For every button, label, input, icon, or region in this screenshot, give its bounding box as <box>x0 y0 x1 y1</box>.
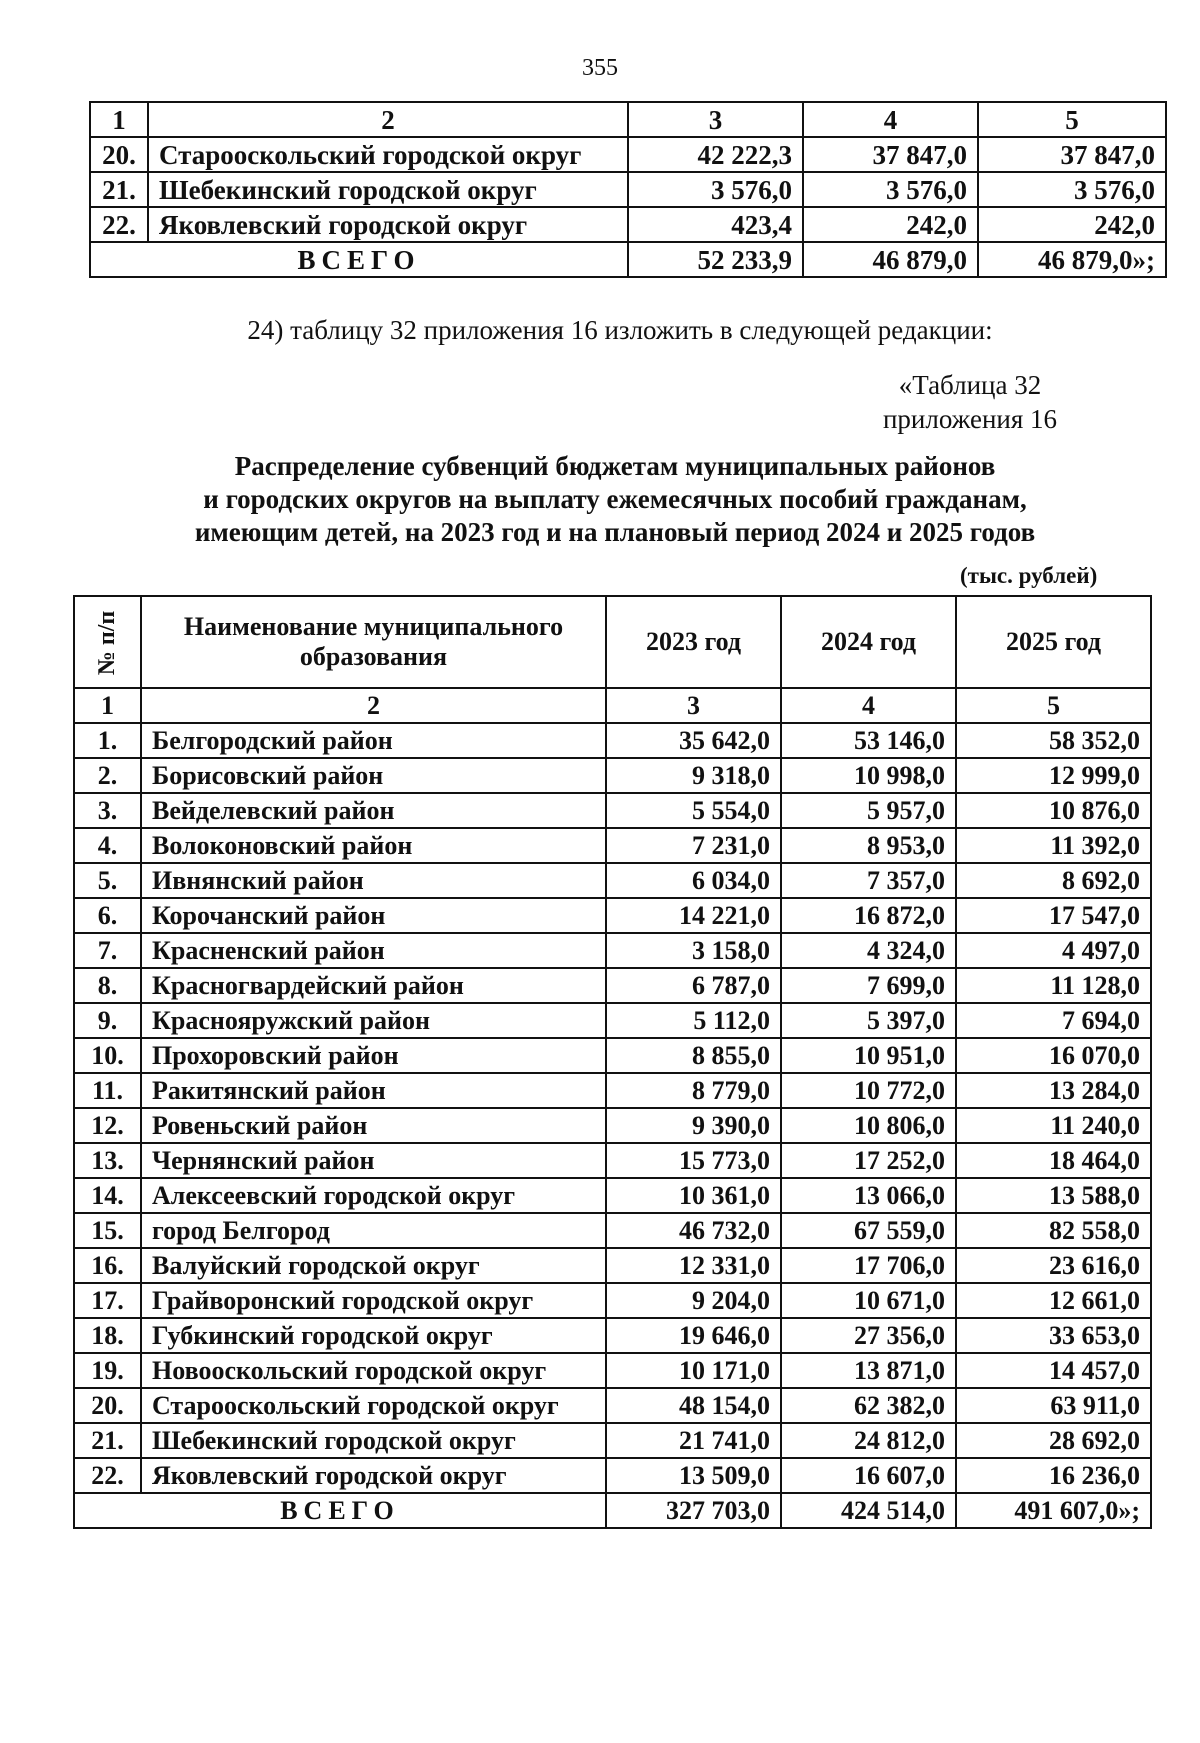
table-row <box>74 1073 1151 1108</box>
value-col4: 7 699,0 <box>781 968 956 1003</box>
title-line: Распределение субвенций бюджетам муниципальных районов <box>234 451 996 481</box>
table-row <box>74 1108 1151 1143</box>
value-col4: 10 806,0 <box>781 1108 956 1143</box>
value-col5: 12 661,0 <box>956 1283 1151 1318</box>
col-number: 1 <box>74 688 141 723</box>
value-col5: 16 236,0 <box>956 1458 1151 1493</box>
row-number: 10. <box>74 1038 141 1073</box>
municipality-name: Валуйский городской округ <box>141 1248 606 1283</box>
row-number: 20. <box>90 137 148 172</box>
row-number: 21. <box>74 1423 141 1458</box>
value-col4: 5 957,0 <box>781 793 956 828</box>
value-col5: 11 392,0 <box>956 828 1151 863</box>
value-col4: 3 576,0 <box>803 172 978 207</box>
municipality-name: Красногвардейский район <box>141 968 606 1003</box>
header-number: № п/п <box>74 596 141 688</box>
municipality-name: Шебекинский городской округ <box>141 1423 606 1458</box>
col-number: 3 <box>628 102 803 137</box>
value-col3: 3 576,0 <box>628 172 803 207</box>
value-col5: 63 911,0 <box>956 1388 1151 1423</box>
table-row <box>74 1143 1151 1178</box>
value-col5: 7 694,0 <box>956 1003 1151 1038</box>
table-row <box>74 1318 1151 1353</box>
value-col4: 17 252,0 <box>781 1143 956 1178</box>
column-number-row <box>74 688 1151 723</box>
table-row <box>74 1003 1151 1038</box>
value-col4: 5 397,0 <box>781 1003 956 1038</box>
row-number: 22. <box>90 207 148 242</box>
municipality-name: Красненский район <box>141 933 606 968</box>
municipality-name: город Белгород <box>141 1213 606 1248</box>
total-row <box>74 1493 1151 1528</box>
municipality-name: Корочанский район <box>141 898 606 933</box>
header-2025: 2025 год <box>956 596 1151 688</box>
value-col3: 46 732,0 <box>606 1213 781 1248</box>
municipality-name: Грайворонский городской округ <box>141 1283 606 1318</box>
value-col3: 3 158,0 <box>606 933 781 968</box>
value-col5: 11 128,0 <box>956 968 1151 1003</box>
table-row <box>74 1423 1151 1458</box>
row-number: 4. <box>74 828 141 863</box>
municipality-name: Чернянский район <box>141 1143 606 1178</box>
municipality-name: Борисовский район <box>141 758 606 793</box>
value-col5: 37 847,0 <box>978 137 1166 172</box>
value-col5: 8 692,0 <box>956 863 1151 898</box>
value-col4: 10 772,0 <box>781 1073 956 1108</box>
row-number: 1. <box>74 723 141 758</box>
row-number: 5. <box>74 863 141 898</box>
value-col4: 242,0 <box>803 207 978 242</box>
row-number: 19. <box>74 1353 141 1388</box>
value-col4: 24 812,0 <box>781 1423 956 1458</box>
table-row <box>74 828 1151 863</box>
value-col5: 3 576,0 <box>978 172 1166 207</box>
table-row <box>74 898 1151 933</box>
value-col5: 33 653,0 <box>956 1318 1151 1353</box>
municipality-name: Губкинский городской округ <box>141 1318 606 1353</box>
municipality-name: Старооскольский городской округ <box>148 137 628 172</box>
table-row <box>74 793 1151 828</box>
value-col3: 5 554,0 <box>606 793 781 828</box>
municipality-name: Яковлевский городской округ <box>141 1458 606 1493</box>
municipality-name: Ивнянский район <box>141 863 606 898</box>
municipality-name: Старооскольский городской округ <box>141 1388 606 1423</box>
total-label: ВСЕГО <box>90 242 628 277</box>
value-col3: 9 318,0 <box>606 758 781 793</box>
row-number: 6. <box>74 898 141 933</box>
value-col4: 67 559,0 <box>781 1213 956 1248</box>
value-col3: 5 112,0 <box>606 1003 781 1038</box>
value-col4: 53 146,0 <box>781 723 956 758</box>
value-col5: 14 457,0 <box>956 1353 1151 1388</box>
value-col5: 242,0 <box>978 207 1166 242</box>
value-col3: 9 204,0 <box>606 1283 781 1318</box>
table-title <box>100 450 1130 549</box>
row-number: 9. <box>74 1003 141 1038</box>
col-number: 1 <box>90 102 148 137</box>
row-number: 13. <box>74 1143 141 1178</box>
row-number: 20. <box>74 1388 141 1423</box>
row-number: 17. <box>74 1283 141 1318</box>
row-number: 22. <box>74 1458 141 1493</box>
subventions-table <box>73 595 1152 1529</box>
value-col5: 28 692,0 <box>956 1423 1151 1458</box>
column-number-row <box>90 102 1166 137</box>
value-col3: 6 034,0 <box>606 863 781 898</box>
row-number: 18. <box>74 1318 141 1353</box>
value-col3: 15 773,0 <box>606 1143 781 1178</box>
total-col4: 424 514,0 <box>781 1493 956 1528</box>
table-row <box>90 207 1166 242</box>
table-row <box>74 1353 1151 1388</box>
municipality-name: Алексеевский городской округ <box>141 1178 606 1213</box>
municipality-name: Ракитянский район <box>141 1073 606 1108</box>
row-number: 15. <box>74 1213 141 1248</box>
row-number: 2. <box>74 758 141 793</box>
table-header-row <box>74 596 1151 688</box>
table-row <box>74 968 1151 1003</box>
row-number: 8. <box>74 968 141 1003</box>
row-number: 11. <box>74 1073 141 1108</box>
value-col4: 10 951,0 <box>781 1038 956 1073</box>
municipality-name: Шебекинский городской округ <box>148 172 628 207</box>
value-col5: 13 588,0 <box>956 1178 1151 1213</box>
row-number: 16. <box>74 1248 141 1283</box>
value-col4: 4 324,0 <box>781 933 956 968</box>
municipality-name: Вейделевский район <box>141 793 606 828</box>
page-number: 355 <box>582 55 618 81</box>
value-col4: 10 998,0 <box>781 758 956 793</box>
value-col4: 62 382,0 <box>781 1388 956 1423</box>
value-col4: 8 953,0 <box>781 828 956 863</box>
value-col3: 10 171,0 <box>606 1353 781 1388</box>
value-col5: 12 999,0 <box>956 758 1151 793</box>
row-number: 21. <box>90 172 148 207</box>
value-col4: 7 357,0 <box>781 863 956 898</box>
value-col3: 42 222,3 <box>628 137 803 172</box>
table-row <box>74 1178 1151 1213</box>
value-col4: 37 847,0 <box>803 137 978 172</box>
table-row <box>74 758 1151 793</box>
title-line: и городских округов на выплату ежемесячных пособий гражданам, <box>203 484 1027 514</box>
table-row <box>74 1213 1151 1248</box>
value-col5: 4 497,0 <box>956 933 1151 968</box>
title-line: имеющим детей, на 2023 год и на плановый период 2024 и 2025 годов <box>194 517 1036 547</box>
table-row <box>74 933 1151 968</box>
value-col3: 48 154,0 <box>606 1388 781 1423</box>
value-col3: 6 787,0 <box>606 968 781 1003</box>
value-col5: 58 352,0 <box>956 723 1151 758</box>
value-col3: 14 221,0 <box>606 898 781 933</box>
municipality-name: Белгородский район <box>141 723 606 758</box>
municipality-name: Краснояружский район <box>141 1003 606 1038</box>
table-row <box>90 137 1166 172</box>
value-col4: 13 871,0 <box>781 1353 956 1388</box>
header-name: Наименование муниципального образования <box>141 596 606 688</box>
table-reference <box>860 368 1080 436</box>
table-row <box>74 723 1151 758</box>
value-col3: 10 361,0 <box>606 1178 781 1213</box>
value-col4: 17 706,0 <box>781 1248 956 1283</box>
value-col4: 16 872,0 <box>781 898 956 933</box>
value-col5: 11 240,0 <box>956 1108 1151 1143</box>
value-col4: 13 066,0 <box>781 1178 956 1213</box>
value-col4: 16 607,0 <box>781 1458 956 1493</box>
table-row <box>74 1038 1151 1073</box>
table-row <box>74 1283 1151 1318</box>
col-number: 4 <box>781 688 956 723</box>
header-2023: 2023 год <box>606 596 781 688</box>
row-number: 3. <box>74 793 141 828</box>
table-row <box>74 1388 1151 1423</box>
value-col3: 8 779,0 <box>606 1073 781 1108</box>
total-label: ВСЕГО <box>74 1493 606 1528</box>
value-col5: 16 070,0 <box>956 1038 1151 1073</box>
municipality-name: Новооскольский городской округ <box>141 1353 606 1388</box>
municipality-name: Яковлевский городской округ <box>148 207 628 242</box>
total-col5: 46 879,0»; <box>978 242 1166 277</box>
total-col4: 46 879,0 <box>803 242 978 277</box>
col-number: 3 <box>606 688 781 723</box>
value-col5: 82 558,0 <box>956 1213 1151 1248</box>
value-col4: 27 356,0 <box>781 1318 956 1353</box>
municipality-name: Ровеньский район <box>141 1108 606 1143</box>
table-row <box>90 172 1166 207</box>
header-2024: 2024 год <box>781 596 956 688</box>
table-row <box>74 863 1151 898</box>
value-col5: 10 876,0 <box>956 793 1151 828</box>
col-number: 4 <box>803 102 978 137</box>
total-col3: 52 233,9 <box>628 242 803 277</box>
col-number: 2 <box>141 688 606 723</box>
value-col5: 23 616,0 <box>956 1248 1151 1283</box>
value-col4: 10 671,0 <box>781 1283 956 1318</box>
table-reference-line: приложения 16 <box>882 404 1058 434</box>
total-row <box>90 242 1166 277</box>
row-number: 12. <box>74 1108 141 1143</box>
total-col3: 327 703,0 <box>606 1493 781 1528</box>
previous-table-continuation <box>89 101 1167 278</box>
units-label: (тыс. рублей) <box>960 563 1098 588</box>
value-col3: 13 509,0 <box>606 1458 781 1493</box>
col-number: 5 <box>978 102 1166 137</box>
value-col3: 9 390,0 <box>606 1108 781 1143</box>
municipality-name: Прохоровский район <box>141 1038 606 1073</box>
amendment-text: 24) таблицу 32 приложения 16 изложить в следующей редакции: <box>247 315 993 345</box>
municipality-name: Волоконовский район <box>141 828 606 863</box>
row-number: 14. <box>74 1178 141 1213</box>
total-col5: 491 607,0»; <box>956 1493 1151 1528</box>
col-number: 2 <box>148 102 628 137</box>
value-col3: 21 741,0 <box>606 1423 781 1458</box>
col-number: 5 <box>956 688 1151 723</box>
table-reference-line: «Таблица 32 <box>898 370 1042 400</box>
value-col3: 423,4 <box>628 207 803 242</box>
value-col3: 8 855,0 <box>606 1038 781 1073</box>
value-col5: 18 464,0 <box>956 1143 1151 1178</box>
value-col5: 17 547,0 <box>956 898 1151 933</box>
table-row <box>74 1248 1151 1283</box>
value-col3: 19 646,0 <box>606 1318 781 1353</box>
value-col3: 35 642,0 <box>606 723 781 758</box>
value-col3: 7 231,0 <box>606 828 781 863</box>
value-col5: 13 284,0 <box>956 1073 1151 1108</box>
table-row <box>74 1458 1151 1493</box>
row-number: 7. <box>74 933 141 968</box>
value-col3: 12 331,0 <box>606 1248 781 1283</box>
